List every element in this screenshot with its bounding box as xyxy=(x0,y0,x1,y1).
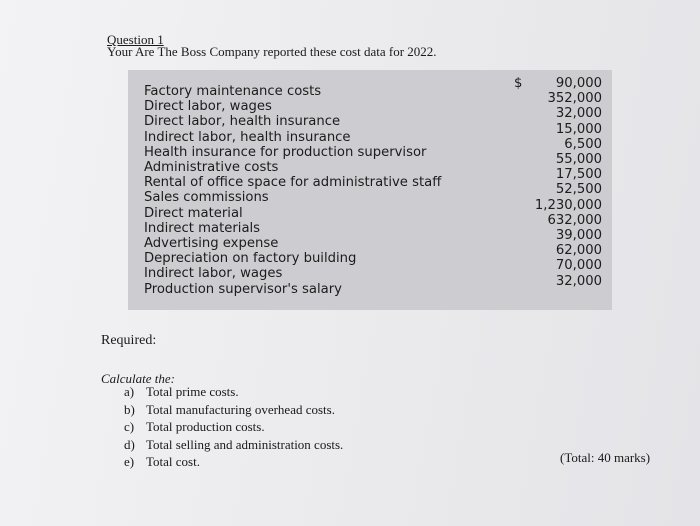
task-text: Total prime costs. xyxy=(146,384,239,399)
cost-item-amount: 55,000 xyxy=(555,152,602,168)
cost-item-label: Indirect labor, wages xyxy=(144,266,283,282)
task-letter: b) xyxy=(124,401,135,417)
cost-item-amount: 1,230,000 xyxy=(534,197,602,213)
cost-item-amount: 6,500 xyxy=(564,136,602,152)
task-text: Total selling and administration costs. xyxy=(146,436,344,452)
cost-item-label: Direct labor, wages xyxy=(144,99,272,115)
task-text: Total cost. xyxy=(146,454,200,470)
cost-item-amount: 70,000 xyxy=(555,258,602,274)
cost-item-label: Indirect materials xyxy=(144,220,261,236)
total-marks: (Total: 40 marks) xyxy=(560,450,651,465)
cost-item-amount: 90,000 xyxy=(555,76,602,91)
required-heading: Required: xyxy=(101,333,157,348)
task-letter: a) xyxy=(124,384,135,399)
currency-symbol: $ xyxy=(514,76,523,91)
cost-item-label: Rental of office space for administrative staff xyxy=(144,175,442,191)
task-item xyxy=(124,418,343,436)
task-letter: d) xyxy=(124,436,135,452)
task-list xyxy=(124,383,343,471)
cost-item-amount: 39,000 xyxy=(555,228,602,244)
cost-item-label: Direct labor, health insurance xyxy=(144,114,341,130)
task-letter: c) xyxy=(124,419,135,435)
task-text: Total manufacturing overhead costs. xyxy=(146,401,335,417)
cost-item-amount: 632,000 xyxy=(547,212,602,228)
task-item xyxy=(124,436,343,454)
cost-item-label: Sales commissions xyxy=(144,190,269,206)
cost-item-label: Production supervisor's salary xyxy=(144,281,342,297)
cost-item-label: Health insurance for production supervisor xyxy=(144,144,427,160)
cost-item-label: Factory maintenance costs xyxy=(144,84,322,99)
task-item xyxy=(124,401,343,419)
cost-item-amount: 15,000 xyxy=(555,121,602,137)
cost-item-label: Depreciation on factory building xyxy=(144,251,357,267)
cost-item-label: Administrative costs xyxy=(144,160,279,176)
calculate-label: Calculate the: xyxy=(101,371,176,386)
cost-item-amount: 352,000 xyxy=(547,91,602,107)
cost-item-amount: 32,000 xyxy=(555,106,602,122)
cost-item-amounts xyxy=(535,76,602,289)
cost-item-amount: 32,000 xyxy=(555,273,602,289)
cost-item-amount: 17,500 xyxy=(555,167,602,183)
task-item xyxy=(124,383,343,401)
cost-item-labels xyxy=(144,84,441,297)
cost-item-amount: 62,000 xyxy=(555,243,602,259)
question-title: Question 1 xyxy=(107,32,164,47)
cost-item-amount: 52,500 xyxy=(555,182,602,198)
task-text: Total production costs. xyxy=(146,419,265,435)
question-intro: Your Are The Boss Company reported these cost data for 2022. xyxy=(107,44,437,59)
cost-item-label: Advertising expense xyxy=(144,236,279,252)
cost-item-label: Direct material xyxy=(144,205,243,221)
task-letter: e) xyxy=(124,454,135,470)
task-item xyxy=(124,453,343,471)
cost-item-label: Indirect labor, health insurance xyxy=(144,129,351,145)
